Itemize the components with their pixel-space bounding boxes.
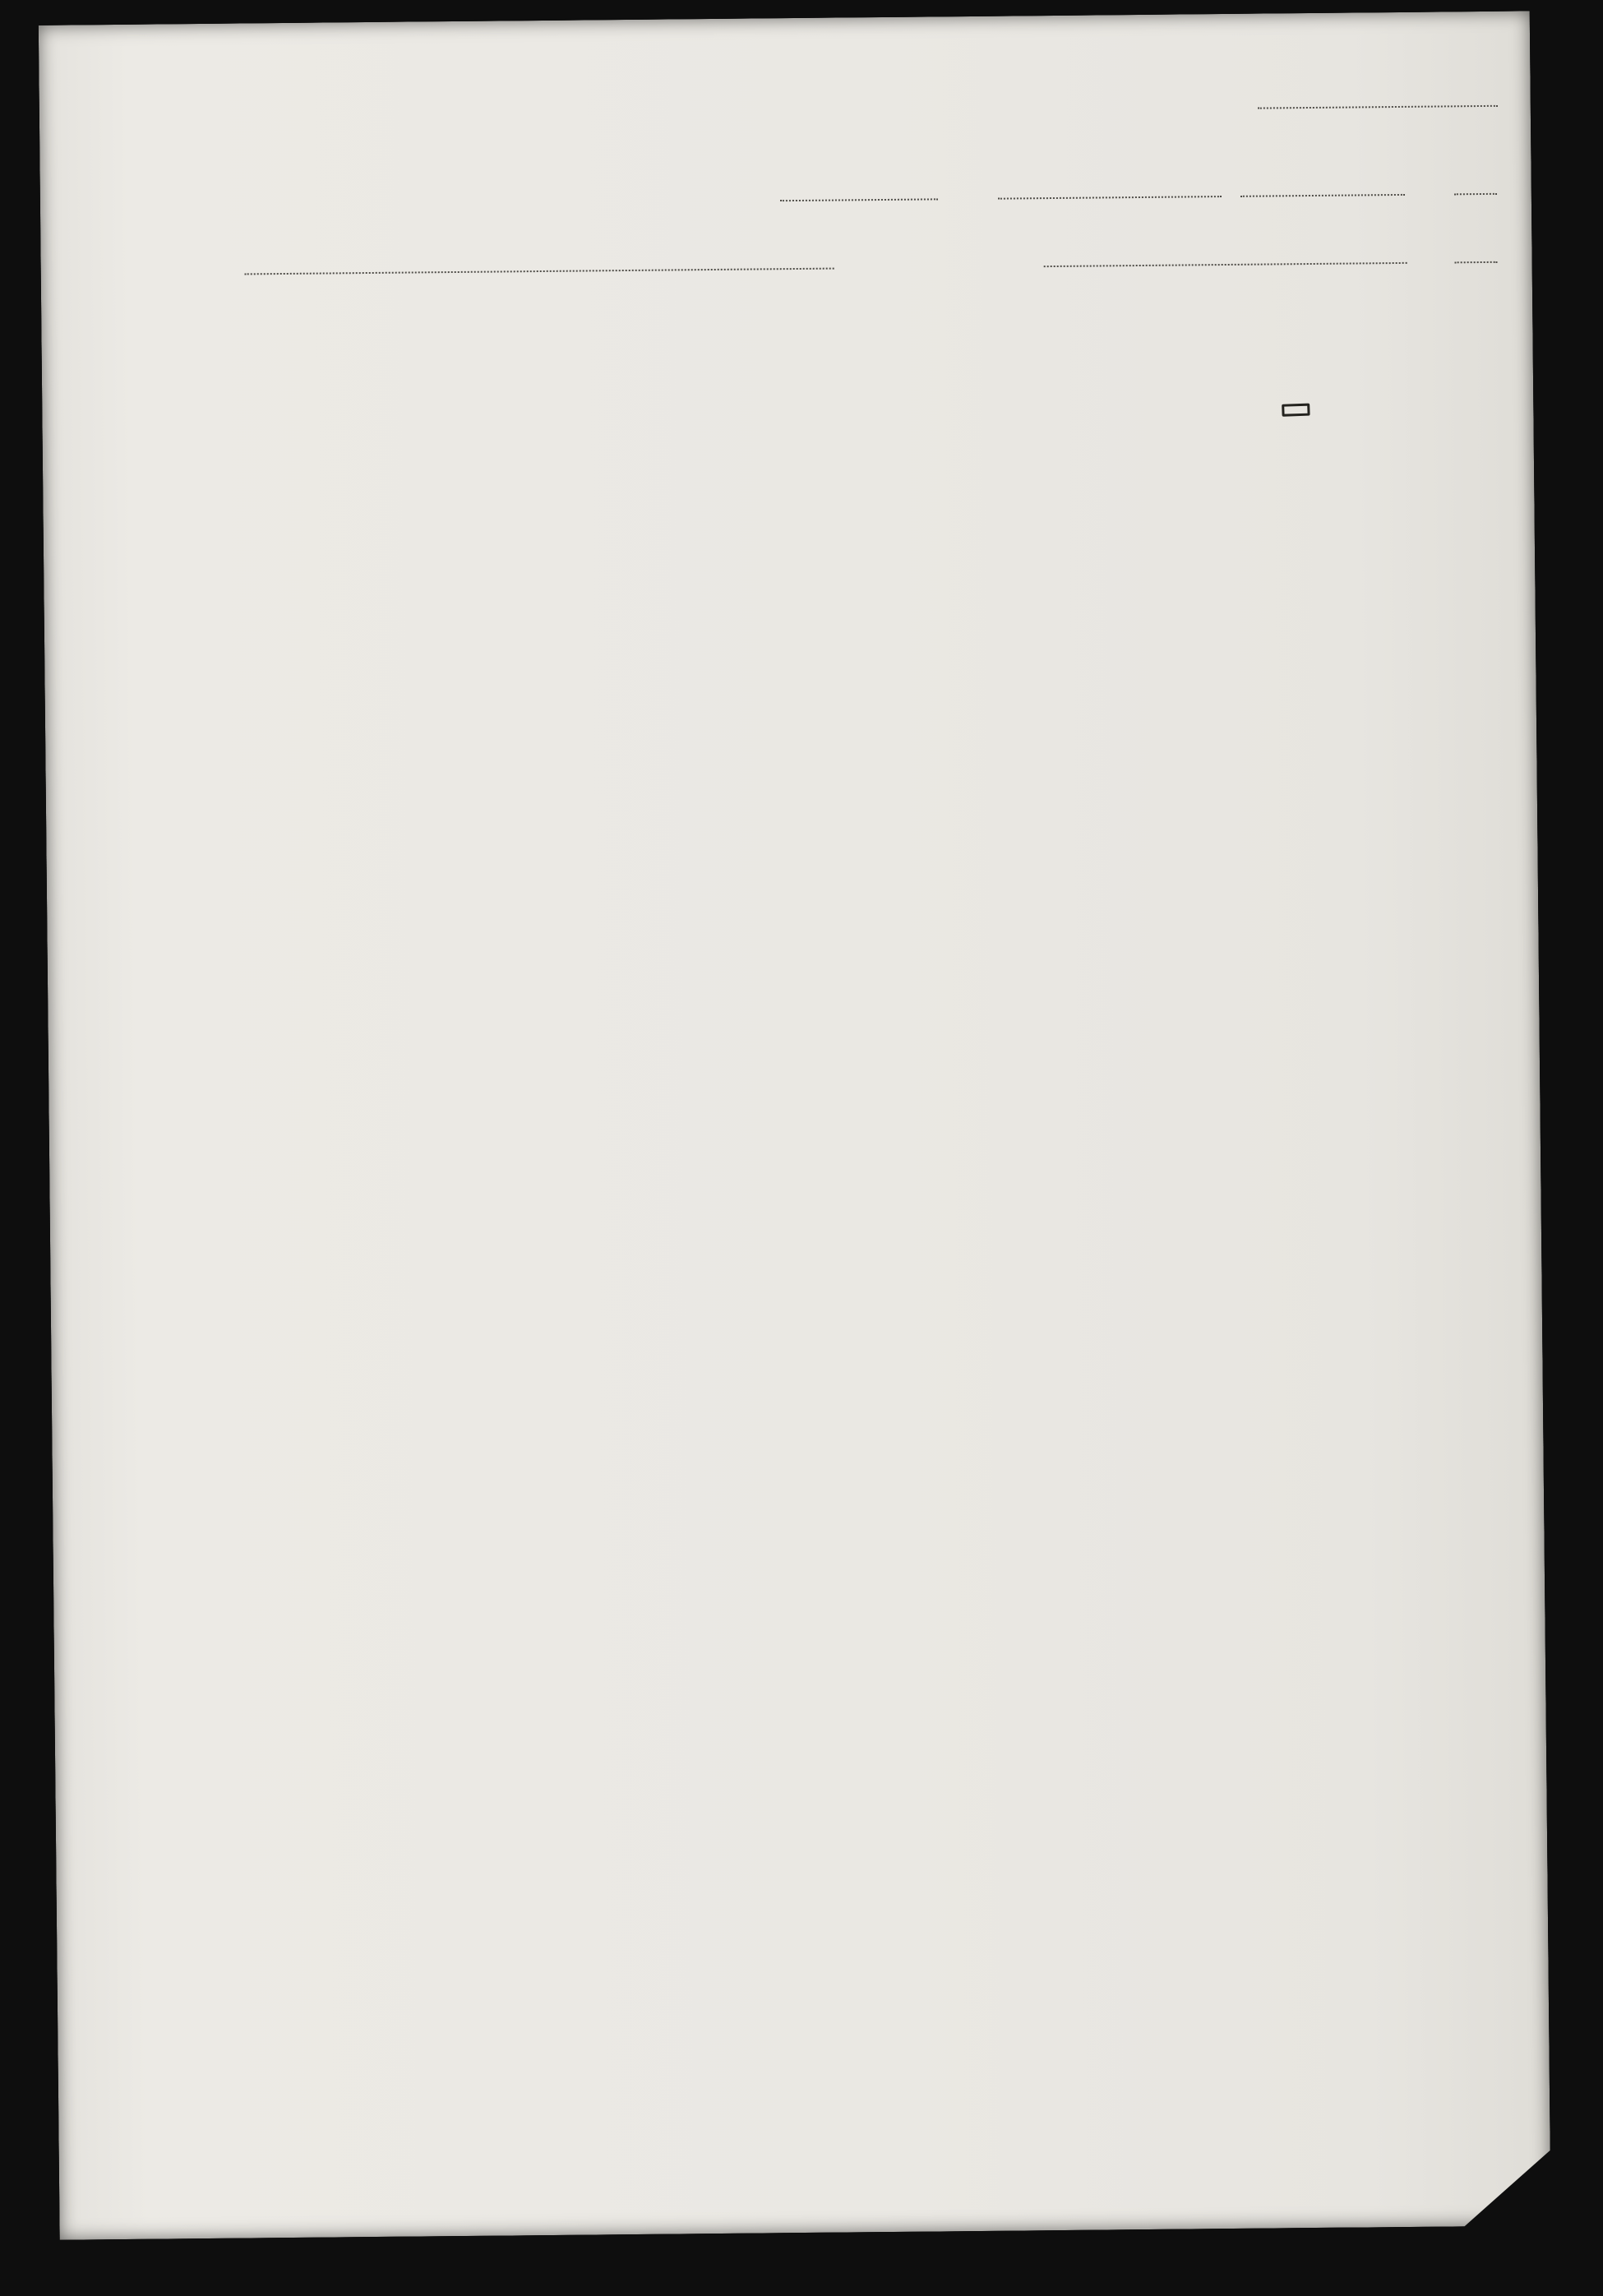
blank-lines-note [567,1363,639,1455]
paper-sheet [39,11,1551,2239]
table-area [0,0,1592,7]
us-cit-stamp [1282,404,1310,417]
